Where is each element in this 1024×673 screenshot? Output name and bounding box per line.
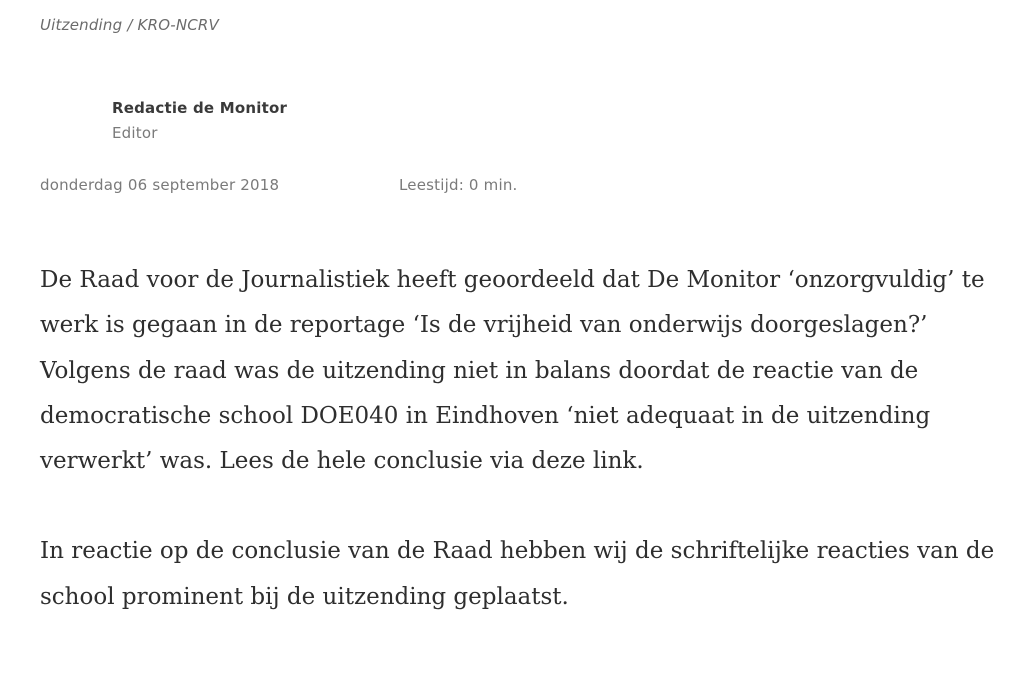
author-role: Editor (112, 124, 158, 142)
article-meta (40, 176, 518, 194)
article-paragraph: De Raad voor de Journalistiek heeft geoordeeld dat De Monitor ‘onzorgvuldig’ te werk is gegaan in de reportage ‘Is de vrijheid van onderwijs doorgeslagen?’ Volgens de raad was de uitzending niet in balans doordat de reactie van de democratische school DOE040 in Eindhoven ‘niet adequaat in de uitzending verwerkt’ was. Lees de hele conclusie via deze link. (40, 267, 985, 475)
article-body (40, 258, 1000, 620)
publish-date: donderdag 06 september 2018 (40, 176, 280, 194)
author-name[interactable]: Redactie de Monitor (112, 99, 288, 117)
author-block (112, 96, 287, 146)
reading-time: Leestijd: 0 min. (399, 176, 518, 194)
article-paragraph: In reactie op de conclusie van de Raad hebben wij de schriftelijke reacties van de school prominent bij de uitzending geplaatst. (40, 538, 995, 610)
breadcrumb[interactable]: Uitzending / KRO-NCRV (40, 16, 219, 34)
